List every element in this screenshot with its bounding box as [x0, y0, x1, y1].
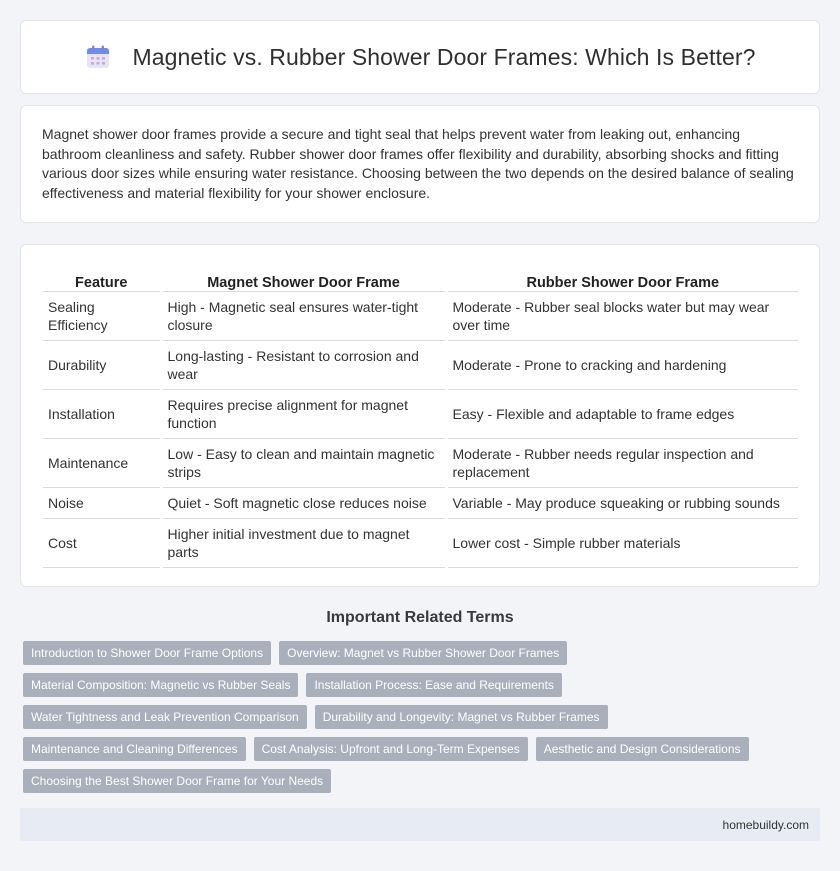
table-row	[43, 389, 798, 438]
tag-row	[23, 737, 823, 761]
table-header-row	[43, 265, 798, 291]
column-header: Rubber Shower Door Frame	[446, 265, 798, 291]
table-row	[43, 340, 798, 389]
tag-row	[23, 641, 823, 665]
related-term-tag[interactable]: Installation Process: Ease and Requirements	[306, 673, 561, 697]
table-cell: Low - Easy to clean and maintain magnetic strips	[161, 438, 446, 487]
table-row	[43, 487, 798, 518]
table-cell: Long-lasting - Resistant to corrosion and wear	[161, 340, 446, 389]
footer-site-link[interactable]: homebuildy.com	[722, 817, 809, 832]
comparison-table	[43, 265, 798, 568]
table-row	[43, 291, 798, 340]
related-term-tag[interactable]: Cost Analysis: Upfront and Long-Term Expenses	[254, 737, 528, 761]
tag-row	[23, 673, 823, 697]
column-header: Feature	[43, 265, 161, 291]
intro-paragraph: Magnet shower door frames provide a secure and tight seal that helps prevent water from leaking out, enhancing bathroom cleanliness and safety. Rubber shower door frames offer flexibility and durability, absorbing shocks and fitting various door sizes while ensuring water resistance. Choosing between the two depends on the desired balance of sealing effectiveness and material flexibility for your shower enclosure.	[42, 126, 794, 201]
table-cell: High - Magnetic seal ensures water-tight closure	[161, 291, 446, 340]
related-term-tag[interactable]: Introduction to Shower Door Frame Options	[23, 641, 271, 665]
comparison-table-card	[20, 244, 820, 587]
tag-row	[23, 769, 823, 793]
table-cell: Lower cost - Simple rubber materials	[446, 518, 798, 567]
table-cell: Noise	[43, 487, 161, 518]
table-cell: Requires precise alignment for magnet function	[161, 389, 446, 438]
column-header: Magnet Shower Door Frame	[161, 265, 446, 291]
table-cell: Installation	[43, 389, 161, 438]
table-row	[43, 518, 798, 567]
calendar-icon	[85, 44, 111, 70]
related-term-tag[interactable]: Aesthetic and Design Considerations	[536, 737, 749, 761]
table-cell: Cost	[43, 518, 161, 567]
page-title: Magnetic vs. Rubber Shower Door Frames: Which Is Better?	[132, 43, 756, 70]
table-cell: Variable - May produce squeaking or rubbing sounds	[446, 487, 798, 518]
table-cell: Moderate - Rubber seal blocks water but may wear over time	[446, 291, 798, 340]
table-cell: Moderate - Rubber needs regular inspection and replacement	[446, 438, 798, 487]
related-term-tag[interactable]: Overview: Magnet vs Rubber Shower Door Frames	[279, 641, 567, 665]
related-terms-list	[23, 641, 823, 801]
title-wrap	[85, 44, 756, 71]
table-row	[43, 438, 798, 487]
footer	[20, 808, 820, 841]
intro-card	[20, 105, 820, 223]
related-term-tag[interactable]: Durability and Longevity: Magnet vs Rubber Frames	[315, 705, 608, 729]
table-cell: Easy - Flexible and adaptable to frame edges	[446, 389, 798, 438]
table-cell: Maintenance	[43, 438, 161, 487]
table-cell: Durability	[43, 340, 161, 389]
related-term-tag[interactable]: Maintenance and Cleaning Differences	[23, 737, 246, 761]
table-cell: Moderate - Prone to cracking and hardening	[446, 340, 798, 389]
tag-row	[23, 705, 823, 729]
table-cell: Sealing Efficiency	[43, 291, 161, 340]
related-term-tag[interactable]: Choosing the Best Shower Door Frame for Your Needs	[23, 769, 331, 793]
related-terms-title: Important Related Terms	[326, 609, 514, 626]
related-term-tag[interactable]: Water Tightness and Leak Prevention Comparison	[23, 705, 307, 729]
header-card	[20, 20, 820, 94]
table-cell: Higher initial investment due to magnet parts	[161, 518, 446, 567]
table-cell: Quiet - Soft magnetic close reduces noise	[161, 487, 446, 518]
related-term-tag[interactable]: Material Composition: Magnetic vs Rubber Seals	[23, 673, 298, 697]
